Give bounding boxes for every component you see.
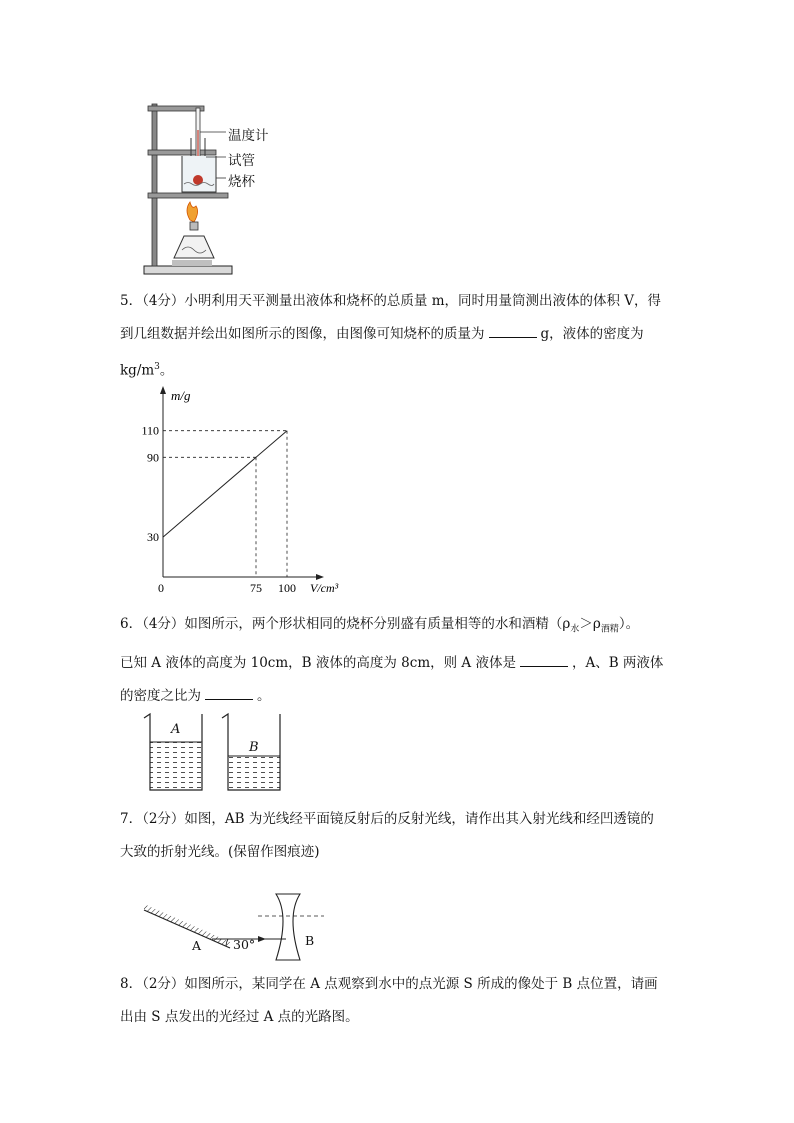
q6-line2a: 已知 A 液体的高度为 10cm，B 液体的高度为 8cm，则 A 液体是 bbox=[120, 654, 516, 671]
y-tick-90: 90 bbox=[147, 450, 159, 465]
q7-line2: 大致的折射光线。(保留作图痕迹) bbox=[120, 844, 320, 860]
q8-line2: 出由 S 点发出的光经过 A 点的光路图。 bbox=[120, 1009, 359, 1025]
q5-text-part2: 到几组数据并绘出如图所示的图像，由图像可知烧杯的质量为 bbox=[120, 326, 485, 342]
point-a-label: A bbox=[192, 938, 202, 953]
x-tick-75: 75 bbox=[250, 581, 262, 595]
label-test-tube: 试管 bbox=[228, 153, 255, 169]
label-thermometer: 温度计 bbox=[228, 128, 269, 144]
q6-sub-water: 水 bbox=[570, 624, 580, 635]
ray-arrow bbox=[258, 936, 266, 942]
q5-line1: 5．（4分）小明利用天平测量出液体和烧杯的总质量 m，同时用量筒测出液体的体积 V，得 bbox=[120, 293, 662, 309]
point-b-label: B bbox=[305, 933, 315, 948]
q5-end: 。 bbox=[159, 362, 174, 379]
q6-line2 bbox=[120, 647, 680, 680]
angle-label: 30° bbox=[233, 937, 256, 952]
question-8 bbox=[120, 968, 680, 1034]
q5-answer-blank-mass[interactable] bbox=[489, 323, 537, 338]
q6-line1 bbox=[120, 608, 680, 647]
q5-unit-sup: 3 bbox=[154, 362, 160, 372]
beakers-figure bbox=[140, 710, 300, 794]
heating-apparatus-figure bbox=[138, 100, 238, 280]
q5-unit: kg/m bbox=[120, 362, 155, 379]
mirror-lens-figure bbox=[140, 890, 340, 965]
q6-sub-alcohol: 酒精 bbox=[600, 624, 619, 635]
q5-line2 bbox=[120, 318, 680, 351]
x-tick-0: 0 bbox=[158, 581, 164, 595]
y-tick-30: 30 bbox=[147, 530, 159, 545]
beaker-a-label: A bbox=[171, 722, 181, 737]
q6-answer-blank-ratio[interactable] bbox=[205, 685, 253, 700]
y-axis-label: m/g bbox=[171, 388, 191, 403]
q6-line3 bbox=[120, 680, 680, 713]
q6-line3b: 。 bbox=[257, 687, 271, 704]
q6-line1-text: 6．（4分）如图所示，两个形状相同的烧杯分别盛有质量相等的水和酒精（ρ bbox=[120, 616, 571, 632]
x-axis-arrow bbox=[316, 574, 324, 580]
question-7 bbox=[120, 803, 680, 869]
q6-gt: ＞ρ bbox=[579, 616, 601, 632]
mass-volume-chart bbox=[130, 380, 360, 605]
y-tick-110: 110 bbox=[141, 423, 159, 438]
question-6 bbox=[120, 608, 680, 713]
q8-line1: 8．（2分）如图所示，某同学在 A 点观察到水中的点光源 S 所成的像处于 B 点位置，请画 bbox=[120, 976, 658, 992]
y-axis-arrow bbox=[160, 386, 166, 394]
plane-mirror bbox=[144, 904, 230, 948]
question-5 bbox=[120, 285, 680, 388]
q6-line3a: 的密度之比为 bbox=[120, 687, 201, 704]
label-beaker: 烧杯 bbox=[228, 174, 255, 190]
data-line bbox=[163, 431, 287, 537]
q5-text-part3: g，液体的密度为 bbox=[540, 326, 644, 342]
concave-lens bbox=[276, 894, 300, 960]
q7-line1: 7．（2分）如图，AB 为光线经平面镜反射后的反射光线，请作出其入射光线和经凹透镜的 bbox=[120, 811, 654, 827]
q6-line2b: ，A、B 两液体 bbox=[571, 654, 664, 671]
x-axis-label: V/cm³ bbox=[310, 581, 339, 595]
beaker-b-label: B bbox=[249, 740, 259, 755]
x-tick-100: 100 bbox=[278, 581, 296, 595]
q6-answer-blank-liquid[interactable] bbox=[520, 652, 568, 667]
q6-line1-end: ）。 bbox=[618, 616, 640, 632]
